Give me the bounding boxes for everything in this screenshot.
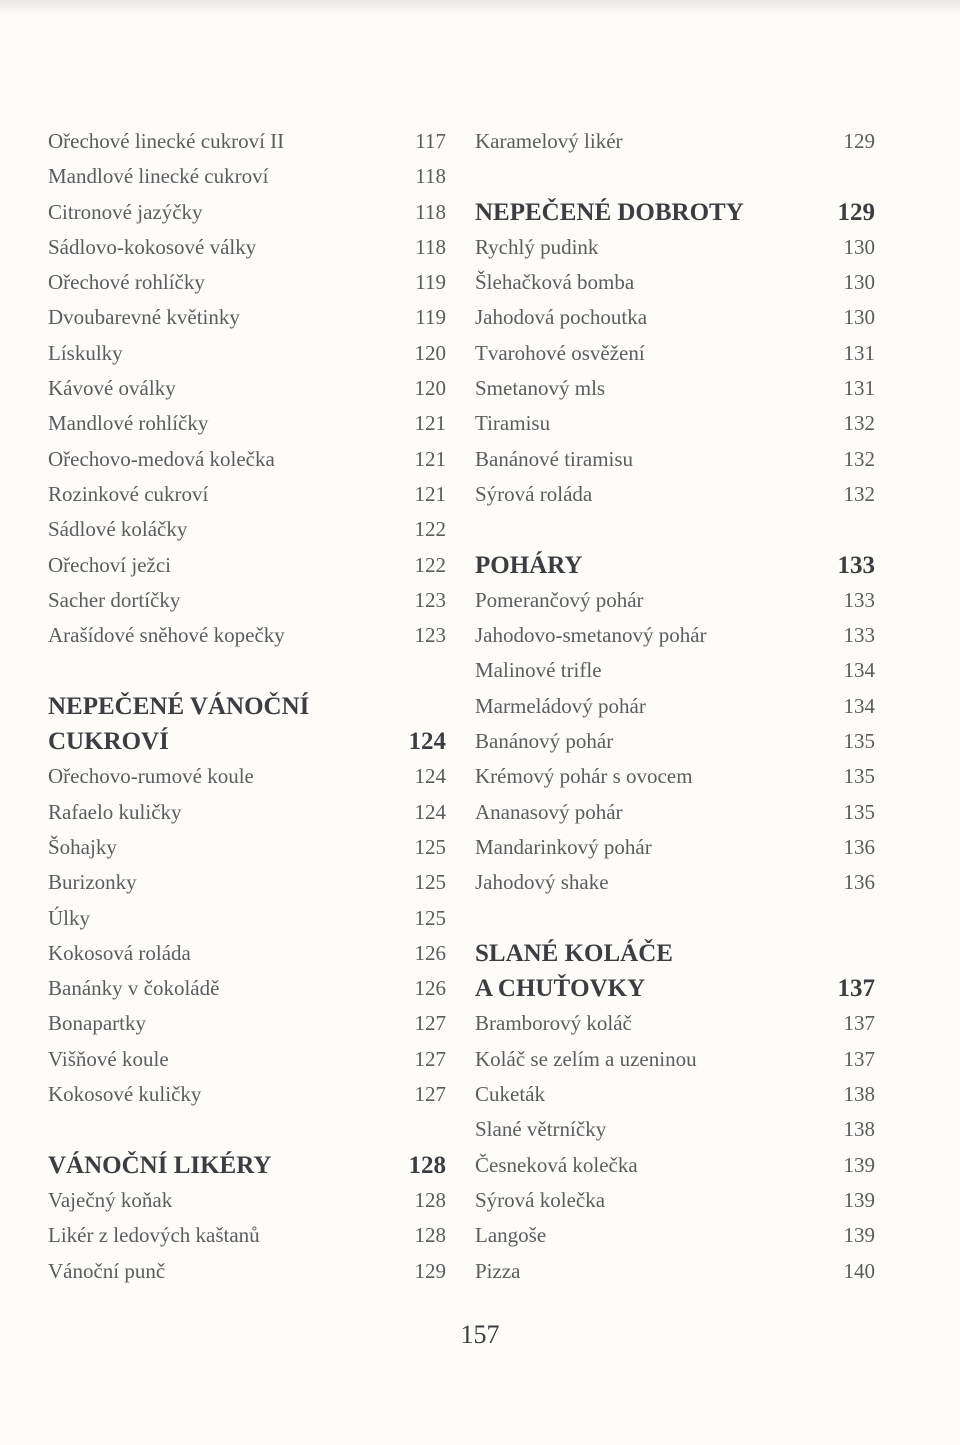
toc-entry-title: Česneková kolečka bbox=[475, 1152, 638, 1177]
toc-entry bbox=[475, 230, 875, 265]
toc-entry-title: Jahodová pochoutka bbox=[475, 305, 648, 330]
toc-entry-page: 122 bbox=[414, 552, 446, 577]
toc-entry-title: Tiramisu bbox=[475, 411, 551, 436]
toc-entry bbox=[48, 971, 446, 1006]
toc-entry-title: Ořechoví ježci bbox=[48, 552, 172, 577]
toc-entry bbox=[48, 795, 446, 830]
toc-entry bbox=[48, 512, 446, 547]
page-number: 157 bbox=[460, 1320, 500, 1349]
toc-entry bbox=[48, 1077, 446, 1112]
toc-section-heading bbox=[48, 1148, 446, 1183]
toc-entry bbox=[48, 865, 446, 900]
toc-entry-title: Šlehačková bomba bbox=[475, 270, 635, 295]
toc-entry-title: Mandlové rohlíčky bbox=[48, 411, 209, 436]
toc-entry bbox=[475, 442, 875, 477]
toc-entry-title: Pomerančový pohár bbox=[475, 587, 644, 612]
toc-entry-page: 123 bbox=[414, 587, 446, 612]
toc-entry-page: 139 bbox=[843, 1187, 875, 1212]
page-top-edge bbox=[0, 0, 960, 14]
toc-entry-page: 130 bbox=[843, 270, 875, 295]
toc-entry bbox=[475, 1183, 875, 1218]
toc-entry-title: Slané větrníčky bbox=[475, 1117, 607, 1142]
toc-entry-page: 124 bbox=[414, 799, 446, 824]
toc-entry-title: Smetanový mls bbox=[475, 376, 606, 401]
toc-entry-page: 124 bbox=[414, 764, 446, 789]
toc-entry-page: 124 bbox=[408, 728, 446, 756]
toc-entry-title: Sádlovo-kokosové války bbox=[48, 234, 257, 259]
toc-entry bbox=[475, 1254, 875, 1289]
toc-entry-page: 123 bbox=[414, 623, 446, 648]
toc-entry-title: Rafaelo kuličky bbox=[48, 799, 182, 824]
toc-entry bbox=[48, 1254, 446, 1289]
toc-entry-title: Ořechové linecké cukroví II bbox=[48, 129, 285, 153]
toc-entry bbox=[475, 1148, 875, 1183]
toc-entry-page: 119 bbox=[415, 270, 446, 295]
toc-entry bbox=[475, 477, 875, 512]
toc-entry bbox=[48, 159, 446, 194]
toc-entry-title: Sádlové koláčky bbox=[48, 517, 188, 542]
toc-column-left bbox=[48, 124, 446, 1289]
toc-entry-page: 132 bbox=[843, 481, 875, 506]
toc-entry-page: 133 bbox=[843, 587, 875, 612]
toc-section-heading bbox=[475, 195, 875, 230]
toc-entry bbox=[475, 336, 875, 371]
toc-entry-title: Úlky bbox=[48, 905, 90, 930]
toc-spacer bbox=[475, 512, 875, 547]
toc-entry-page: 120 bbox=[414, 376, 446, 401]
toc-entry-page: 127 bbox=[414, 1011, 446, 1036]
toc-entry-title: Rychlý pudink bbox=[475, 234, 599, 259]
toc-entry-title: Sacher dortíčky bbox=[48, 587, 181, 612]
toc-entry-title: Jahodový shake bbox=[475, 870, 609, 895]
toc-entry-page: 128 bbox=[414, 1187, 446, 1212]
toc-entry bbox=[48, 195, 446, 230]
toc-entry-page: 125 bbox=[414, 870, 446, 895]
toc-entry-page: 129 bbox=[837, 198, 875, 226]
toc-entry-page: 130 bbox=[843, 305, 875, 330]
toc-entry bbox=[48, 406, 446, 441]
toc-entry bbox=[475, 618, 875, 653]
toc-entry bbox=[48, 759, 446, 794]
toc-entry-page: 136 bbox=[843, 870, 875, 895]
toc-entry-page: 125 bbox=[414, 905, 446, 930]
toc-entry-page: 137 bbox=[843, 1046, 875, 1071]
toc-entry-title: Ananasový pohár bbox=[475, 799, 623, 824]
toc-entry-page: 121 bbox=[414, 481, 446, 506]
toc-entry-title: Citronové jazýčky bbox=[48, 199, 203, 224]
toc-entry-title: VÁNOČNÍ LIKÉRY bbox=[48, 1151, 272, 1179]
toc-entry-title: Višňové koule bbox=[48, 1046, 169, 1071]
toc-section-heading bbox=[48, 689, 446, 724]
toc-entry-title: Malinové trifle bbox=[475, 658, 602, 683]
toc-entry bbox=[48, 442, 446, 477]
toc-entry-page: 118 bbox=[415, 164, 446, 189]
toc-spacer bbox=[475, 159, 875, 194]
toc-entry-page: 130 bbox=[843, 234, 875, 259]
toc-entry-page: 138 bbox=[843, 1082, 875, 1107]
toc-entry-title: Karamelový likér bbox=[475, 129, 623, 153]
toc-entry bbox=[48, 336, 446, 371]
toc-entry bbox=[475, 1042, 875, 1077]
toc-entry-page: 118 bbox=[415, 234, 446, 259]
toc-entry bbox=[48, 124, 446, 159]
toc-entry-title: Burizonky bbox=[48, 870, 137, 895]
toc-entry-page: 134 bbox=[843, 658, 875, 683]
toc-entry-page: 129 bbox=[843, 129, 875, 153]
toc-entry bbox=[475, 830, 875, 865]
toc-entry bbox=[48, 936, 446, 971]
toc-entry-page: 133 bbox=[843, 623, 875, 648]
toc-entry-page: 128 bbox=[414, 1223, 446, 1248]
toc-entry-title: Likér z ledových kaštanů bbox=[48, 1223, 260, 1248]
toc-entry-title: Vánoční punč bbox=[48, 1258, 166, 1283]
toc-entry-title: Šohajky bbox=[48, 834, 117, 859]
toc-entry bbox=[48, 477, 446, 512]
toc-entry-page: 118 bbox=[415, 199, 446, 224]
toc-entry-page: 132 bbox=[843, 446, 875, 471]
toc-entry-page: 139 bbox=[843, 1223, 875, 1248]
toc-entry-title: Kokosová roláda bbox=[48, 940, 191, 965]
toc-entry-page: 129 bbox=[414, 1258, 446, 1283]
toc-entry-title: NEPEČENÉ DOBROTY bbox=[475, 198, 744, 226]
toc-entry-title: Marmeládový pohár bbox=[475, 693, 646, 718]
toc-entry bbox=[475, 724, 875, 759]
toc-entry bbox=[48, 230, 446, 265]
toc-entry-page: 119 bbox=[415, 305, 446, 330]
toc-entry bbox=[475, 653, 875, 688]
toc-entry bbox=[475, 1218, 875, 1253]
toc-entry bbox=[48, 901, 446, 936]
toc-entry-page: 127 bbox=[414, 1046, 446, 1071]
toc-entry-title: CUKROVÍ bbox=[48, 728, 169, 756]
toc-column-right bbox=[475, 124, 875, 1289]
toc-entry-page: 121 bbox=[414, 411, 446, 436]
toc-entry bbox=[48, 371, 446, 406]
toc-entry-page: 139 bbox=[843, 1152, 875, 1177]
toc-entry-title: Pizza bbox=[475, 1258, 521, 1283]
toc-entry-title: Sýrová roláda bbox=[475, 481, 593, 506]
toc-entry-title: Cuketák bbox=[475, 1082, 545, 1107]
toc-entry bbox=[475, 865, 875, 900]
toc-entry-page: 128 bbox=[408, 1151, 446, 1179]
toc-entry-page: 133 bbox=[837, 551, 875, 579]
toc-entry bbox=[475, 1112, 875, 1147]
toc-entry bbox=[475, 300, 875, 335]
toc-entry bbox=[475, 265, 875, 300]
toc-entry-page: 125 bbox=[414, 834, 446, 859]
toc-section-heading bbox=[475, 548, 875, 583]
toc-entry bbox=[475, 406, 875, 441]
toc-entry bbox=[48, 1006, 446, 1041]
toc-spacer bbox=[475, 901, 875, 936]
toc-entry-title: Mandlové linecké cukroví bbox=[48, 164, 269, 189]
toc-entry-title: Bramborový koláč bbox=[475, 1011, 632, 1036]
toc-entry-title: Banánový pohár bbox=[475, 729, 614, 754]
toc-entry-title: Arašídové sněhové kopečky bbox=[48, 623, 285, 648]
toc-entry bbox=[48, 618, 446, 653]
toc-entry-page: 120 bbox=[414, 340, 446, 365]
toc-entry-page: 135 bbox=[843, 799, 875, 824]
toc-entry-page: 137 bbox=[837, 975, 875, 1003]
toc-section-heading bbox=[48, 724, 446, 759]
toc-entry-title: Ořechové rohlíčky bbox=[48, 270, 205, 295]
toc-entry bbox=[475, 583, 875, 618]
toc-entry-page: 131 bbox=[843, 340, 875, 365]
toc-entry-title: Krémový pohár s ovocem bbox=[475, 764, 693, 789]
toc-entry-title: NEPEČENÉ VÁNOČNÍ bbox=[48, 692, 310, 720]
toc-entry-title: Koláč se zelím a uzeninou bbox=[475, 1046, 697, 1071]
toc-entry bbox=[475, 124, 875, 159]
toc-entry-title: Kávové oválky bbox=[48, 376, 176, 401]
toc-entry-page: 117 bbox=[415, 129, 446, 153]
toc-entry-page: 134 bbox=[843, 693, 875, 718]
toc-spacer bbox=[48, 653, 446, 688]
toc-entry-page: 135 bbox=[843, 764, 875, 789]
toc-entry-title: A CHUŤOVKY bbox=[475, 975, 646, 1003]
toc-entry-title: Banánky v čokoládě bbox=[48, 976, 220, 1001]
toc-entry-page: 135 bbox=[843, 729, 875, 754]
toc-entry-page: 122 bbox=[414, 517, 446, 542]
toc-section-heading bbox=[475, 971, 875, 1006]
toc-entry-title: Sýrová kolečka bbox=[475, 1187, 606, 1212]
toc-entry-title: Bonapartky bbox=[48, 1011, 146, 1036]
toc-entry-page: 131 bbox=[843, 376, 875, 401]
toc-entry bbox=[475, 795, 875, 830]
toc-entry bbox=[475, 1006, 875, 1041]
toc-entry-page: 140 bbox=[843, 1258, 875, 1283]
toc-entry-title: Ořechovo-rumové koule bbox=[48, 764, 254, 789]
toc-entry-title: SLANÉ KOLÁČE bbox=[475, 939, 673, 967]
toc-entry bbox=[475, 759, 875, 794]
toc-entry bbox=[48, 1183, 446, 1218]
toc-entry-page: 126 bbox=[414, 940, 446, 965]
toc-entry bbox=[48, 300, 446, 335]
toc-entry-title: Lískulky bbox=[48, 340, 123, 365]
toc-entry-title: Tvarohové osvěžení bbox=[475, 340, 645, 365]
toc-entry-page: 138 bbox=[843, 1117, 875, 1142]
toc-entry bbox=[475, 371, 875, 406]
toc-entry bbox=[48, 1218, 446, 1253]
toc-section-heading bbox=[475, 936, 875, 971]
toc-entry-page: 126 bbox=[414, 976, 446, 1001]
toc-spacer bbox=[48, 1112, 446, 1147]
toc-entry-title: Mandarinkový pohár bbox=[475, 834, 652, 859]
toc-entry bbox=[475, 1077, 875, 1112]
toc-entry-title: Banánové tiramisu bbox=[475, 446, 634, 471]
toc-entry-title: Jahodovo-smetanový pohár bbox=[475, 623, 707, 648]
toc-entry bbox=[48, 265, 446, 300]
toc-entry-page: 136 bbox=[843, 834, 875, 859]
toc-entry bbox=[48, 583, 446, 618]
toc-entry bbox=[48, 830, 446, 865]
toc-entry-title: Langoše bbox=[475, 1223, 547, 1248]
toc-entry-title: Ořechovo-medová kolečka bbox=[48, 446, 275, 471]
toc-entry-title: Vaječný koňak bbox=[48, 1187, 173, 1212]
toc-entry bbox=[48, 1042, 446, 1077]
toc-entry-page: 127 bbox=[414, 1082, 446, 1107]
toc-entry-page: 137 bbox=[843, 1011, 875, 1036]
toc-entry-title: Kokosové kuličky bbox=[48, 1082, 202, 1107]
toc-entry-page: 121 bbox=[414, 446, 446, 471]
toc-entry-title: Dvoubarevné květinky bbox=[48, 305, 240, 330]
toc-entry-title: Rozinkové cukroví bbox=[48, 481, 209, 506]
toc-entry-title: POHÁRY bbox=[475, 551, 583, 579]
toc-entry bbox=[475, 689, 875, 724]
toc-entry bbox=[48, 548, 446, 583]
toc-entry-page: 132 bbox=[843, 411, 875, 436]
